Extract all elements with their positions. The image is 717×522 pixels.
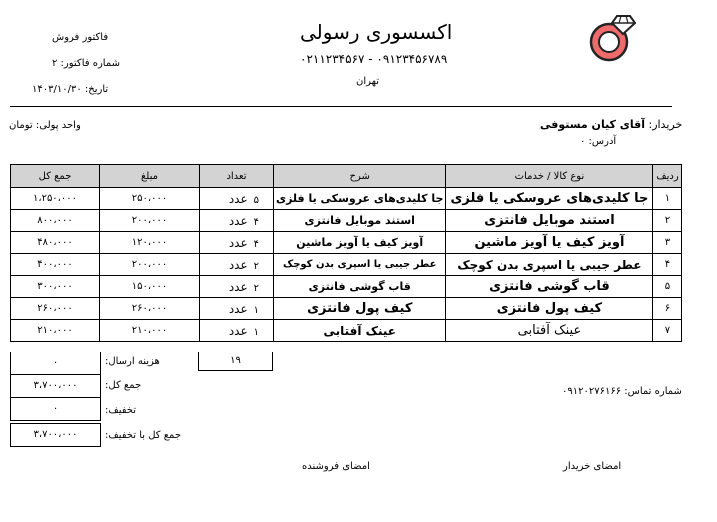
invoice-number: شماره فاکتور: ۲ [52, 58, 120, 69]
buyer-signature: امضای خریدار [563, 461, 622, 472]
row-desc: عینک آفتابی [274, 320, 446, 342]
row-desc: قاب گوشی فانتزی [274, 276, 446, 298]
row-number: ۱ [653, 188, 682, 210]
row-total: ۲۶۰،۰۰۰ [11, 298, 100, 320]
row-price: ۲۵۰،۰۰۰ [100, 188, 200, 210]
shop-name: اکسسوری رسولی [300, 20, 453, 44]
row-total: ۸۰۰،۰۰۰ [11, 210, 100, 232]
row-price: ۲۱۰،۰۰۰ [100, 320, 200, 342]
row-qty-number: ۴ [253, 238, 259, 250]
seller-signature: امضای فروشنده [302, 461, 370, 472]
row-price: ۲۰۰،۰۰۰ [100, 254, 200, 276]
table-row [11, 320, 682, 342]
contact-phone: شماره تماس: ۰۹۱۲۰۲۷۶۱۶۶ [562, 386, 682, 397]
row-qty-unit: عدد [228, 279, 248, 294]
table-row [11, 188, 682, 210]
row-total: ۱،۲۵۰،۰۰۰ [11, 188, 100, 210]
row-qty [200, 276, 274, 298]
buyer-line [540, 118, 682, 131]
row-number: ۳ [653, 232, 682, 254]
row-total: ۴۰۰،۰۰۰ [11, 254, 100, 276]
row-desc: جا کلیدی‌های عروسکی یا فلزی [274, 188, 446, 210]
shipping-label: هزینه ارسال: [105, 356, 160, 367]
row-qty-number: ۱ [253, 326, 259, 338]
row-price: ۲۰۰،۰۰۰ [100, 210, 200, 232]
row-product: عینک آفتابی [446, 320, 653, 342]
row-qty-number: ۴ [253, 216, 259, 228]
table-row [11, 298, 682, 320]
row-qty-unit: عدد [228, 301, 248, 316]
row-qty-number: ۲ [253, 282, 259, 294]
total-label: جمع کل: [105, 380, 142, 391]
invoice-type: فاکتور فروش [52, 32, 109, 43]
row-qty-number: ۱ [253, 304, 259, 316]
row-qty-unit: عدد [228, 257, 248, 272]
col-total-header: جمع کل [11, 165, 100, 188]
row-qty-unit: عدد [228, 323, 248, 338]
row-product: عطر جیبی یا اسپری بدن کوچک [446, 254, 653, 276]
shop-city: تهران [356, 76, 380, 87]
row-qty [200, 232, 274, 254]
table-row [11, 254, 682, 276]
row-total: ۲۱۰،۰۰۰ [11, 320, 100, 342]
invoice-date: تاریخ: ۱۴۰۳/۱۰/۳۰ [32, 84, 109, 95]
row-qty [200, 210, 274, 232]
buyer-address: آدرس: ۰ [580, 136, 617, 147]
table-header-row [11, 165, 682, 188]
col-price-header: مبلغ [100, 165, 200, 188]
row-desc: کیف پول فانتزی [274, 298, 446, 320]
items-table [10, 164, 682, 342]
col-row-header: ردیف [653, 165, 682, 188]
row-total: ۴۸۰،۰۰۰ [11, 232, 100, 254]
currency-unit: واحد پولی: تومان [9, 120, 81, 131]
table-row [11, 232, 682, 254]
row-number: ۶ [653, 298, 682, 320]
row-number: ۷ [653, 320, 682, 342]
header-divider [10, 106, 672, 107]
row-total: ۳۰۰،۰۰۰ [11, 276, 100, 298]
shipping-value: ۰ [10, 352, 101, 375]
row-product: استند موبایل فانتزی [446, 210, 653, 232]
row-price: ۲۶۰،۰۰۰ [100, 298, 200, 320]
table-row [11, 276, 682, 298]
row-product: کیف پول فانتزی [446, 298, 653, 320]
row-number: ۴ [653, 254, 682, 276]
row-product: جا کلیدی‌های عروسکی یا فلزی [446, 188, 653, 210]
row-qty-unit: عدد [228, 213, 248, 228]
diamond-ring-icon [588, 14, 638, 64]
row-qty [200, 320, 274, 342]
row-product: قاب گوشی فانتزی [446, 276, 653, 298]
row-product: آویز کیف یا آویز ماشین [446, 232, 653, 254]
discount-label: تخفیف: [105, 405, 137, 416]
row-qty [200, 188, 274, 210]
row-number: ۵ [653, 276, 682, 298]
row-qty-number: ۲ [253, 260, 259, 272]
qty-total: ۱۹ [198, 352, 273, 371]
buyer-name: آقای کیان مستوفی [540, 118, 645, 131]
row-qty-unit: عدد [228, 235, 248, 250]
buyer-label: خریدار: [648, 118, 683, 131]
col-qty-header: تعداد [200, 165, 274, 188]
row-desc: عطر جیبی یا اسپری بدن کوچک [274, 254, 446, 276]
col-desc-header: شرح [274, 165, 446, 188]
final-total-label: جمع کل با تخفیف: [105, 430, 182, 441]
table-row [11, 210, 682, 232]
row-qty-unit: عدد [228, 191, 248, 206]
row-price: ۱۵۰،۰۰۰ [100, 276, 200, 298]
total-value: ۳،۷۰۰،۰۰۰ [10, 375, 101, 398]
col-product-header: نوع کالا / خدمات [446, 165, 653, 188]
row-number: ۲ [653, 210, 682, 232]
discount-value: ۰ [10, 398, 101, 421]
row-desc: آویز کیف یا آویز ماشین [274, 232, 446, 254]
row-qty [200, 298, 274, 320]
shop-phones: ۰۹۱۲۳۴۵۶۷۸۹ - ۰۲۱۱۲۳۴۵۶۷ [300, 52, 448, 66]
row-desc: استند موبایل فانتزی [274, 210, 446, 232]
row-qty [200, 254, 274, 276]
final-total-value: ۳،۷۰۰،۰۰۰ [10, 423, 101, 447]
row-qty-number: ۵ [253, 194, 259, 206]
row-price: ۱۲۰،۰۰۰ [100, 232, 200, 254]
